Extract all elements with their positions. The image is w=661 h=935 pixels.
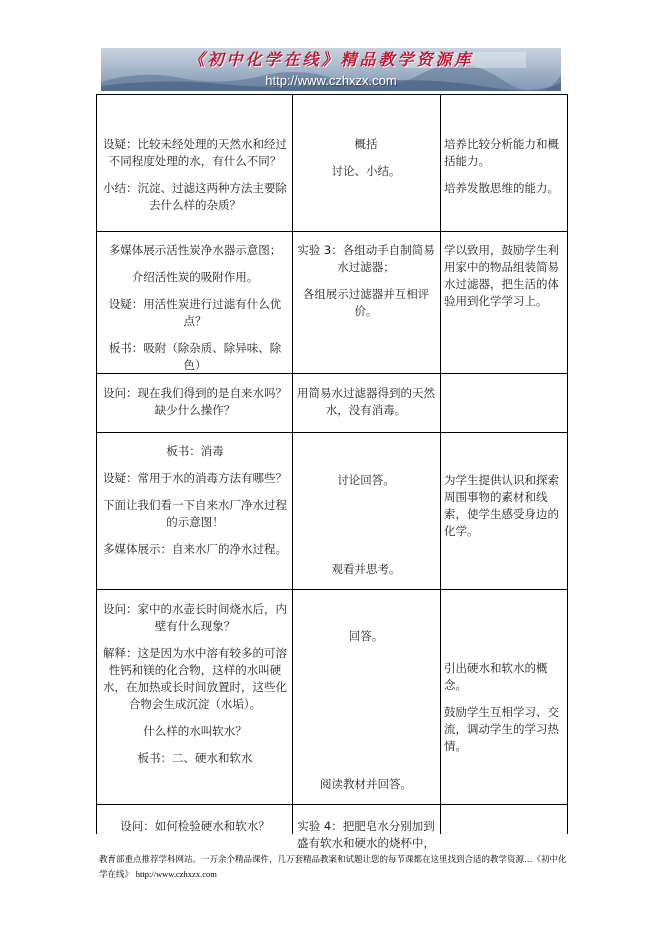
table-row-5-student-b <box>294 776 438 793</box>
header-banner <box>101 48 561 91</box>
teacher-activity: 多媒体展示：自来水厂的净水过程。 <box>103 542 287 556</box>
design-intent: 培养比较分析能力和概括能力。 <box>444 137 559 168</box>
student-activity: 讨论回答。 <box>337 473 395 487</box>
table-row-2-student <box>294 242 438 320</box>
teacher-activity: 设疑：常用于水的消毒方法有哪些？ <box>103 471 287 485</box>
table-row-1-student <box>294 136 438 180</box>
design-intent: 学以致用，鼓励学生利用家中的物品组装简易水过滤器，把生活的体验用到化学学习上。 <box>444 243 559 308</box>
student-activity: 回答。 <box>348 629 384 643</box>
row-divider <box>97 231 567 232</box>
student-activity: 观看并思考。 <box>331 562 401 576</box>
table-row-6-teacher <box>99 818 291 835</box>
student-activity: 阅读教材并回答。 <box>320 777 412 791</box>
teacher-activity: 什么样的水叫软水？ <box>143 724 247 738</box>
table-row-5-intent <box>442 660 568 755</box>
teacher-activity: 设问：家中的水壶长时间烧水后，内壁有什么现象？ <box>103 602 287 633</box>
row-divider <box>97 589 567 590</box>
table-row-1-teacher <box>99 136 291 214</box>
table-row-3-student <box>294 385 438 419</box>
table-row-4-intent <box>442 472 568 540</box>
teacher-activity: 设疑：用活性炭进行过滤有什么优点？ <box>108 297 282 328</box>
teacher-activity: 介绍活性炭的吸附作用。 <box>131 270 259 284</box>
teacher-activity: 设问：现在我们得到的是自来水吗？缺少什么操作？ <box>103 386 287 417</box>
table-row-4-student-b <box>294 561 438 578</box>
banner-url[interactable]: http://www.czhxzx.com <box>265 73 397 88</box>
column-divider <box>292 95 293 834</box>
student-activity: 实验 3：各组动手自制简易水过滤器； <box>297 243 435 274</box>
teacher-activity: 解释：这是因为水中溶有较多的可溶性钙和镁的化合物，这样的水叫硬水，在加热或长时间放置时，这些化合物会生成沉淀（水垢）。 <box>103 646 287 711</box>
teacher-activity: 下面让我们看一下自来水厂净水过程的示意图！ <box>103 498 287 529</box>
teacher-activity: 设疑：比较未经处理的天然水和经过不同程度处理的水，有什么不同？ <box>103 137 287 168</box>
teacher-activity: 设问：如何检验硬水和软水？ <box>120 819 270 833</box>
row-divider <box>97 804 567 805</box>
page-footer <box>99 853 569 882</box>
table-row-2-intent <box>442 242 568 310</box>
lesson-plan-table <box>96 94 568 850</box>
table-row-1-intent <box>442 136 568 197</box>
footer-link[interactable]: http://www.czhxzx.com <box>135 869 217 879</box>
student-activity: 用简易水过滤器得到的天然水，没有消毒。 <box>297 386 435 417</box>
row-divider <box>97 432 567 433</box>
table-row-2-teacher <box>99 242 291 374</box>
student-activity: 各组展示过滤器并互相评价。 <box>302 287 430 318</box>
student-activity: 讨论、小结。 <box>331 164 401 178</box>
table-row-5-teacher <box>99 601 291 767</box>
student-activity: 概括 <box>354 137 378 151</box>
teacher-activity: 板书：消毒 <box>166 444 224 458</box>
column-divider <box>440 95 441 834</box>
table-row-3-teacher <box>99 385 291 419</box>
teacher-activity: 板书：二、硬水和软水 <box>137 751 253 765</box>
footer-text: 教育部重点推荐学科网站。一万余个精品课件，几万套精品教案和试题让您的每节课都在这里找到合适的教学资源…《初中化学在线》 <box>99 855 567 880</box>
table-row-5-student-a <box>294 628 438 645</box>
teacher-activity: 板书：吸附（除杂质、除异味、除色） <box>108 341 282 372</box>
design-intent: 引出硬水和软水的概念。 <box>444 661 548 692</box>
table-row-4-teacher <box>99 443 291 558</box>
table-row-6-student <box>294 818 438 852</box>
design-intent: 鼓励学生互相学习、交流，调动学生的学习热情。 <box>444 705 559 753</box>
table-row-4-student-a <box>294 472 438 489</box>
design-intent: 为学生提供认识和探索周围事物的素材和线索，使学生感受身边的化学。 <box>444 473 559 538</box>
design-intent: 培养发散思维的能力。 <box>444 181 559 195</box>
banner-title: 《初中化学在线》精品教学资源库 <box>188 50 474 69</box>
student-activity: 实验 4：把肥皂水分别加到盛有软水和硬水的烧杯中， <box>297 819 435 850</box>
teacher-activity: 小结：沉淀、过滤这两种方法主要除去什么样的杂质？ <box>103 181 287 212</box>
teacher-activity: 多媒体展示活性炭净水器示意图； <box>108 243 282 257</box>
